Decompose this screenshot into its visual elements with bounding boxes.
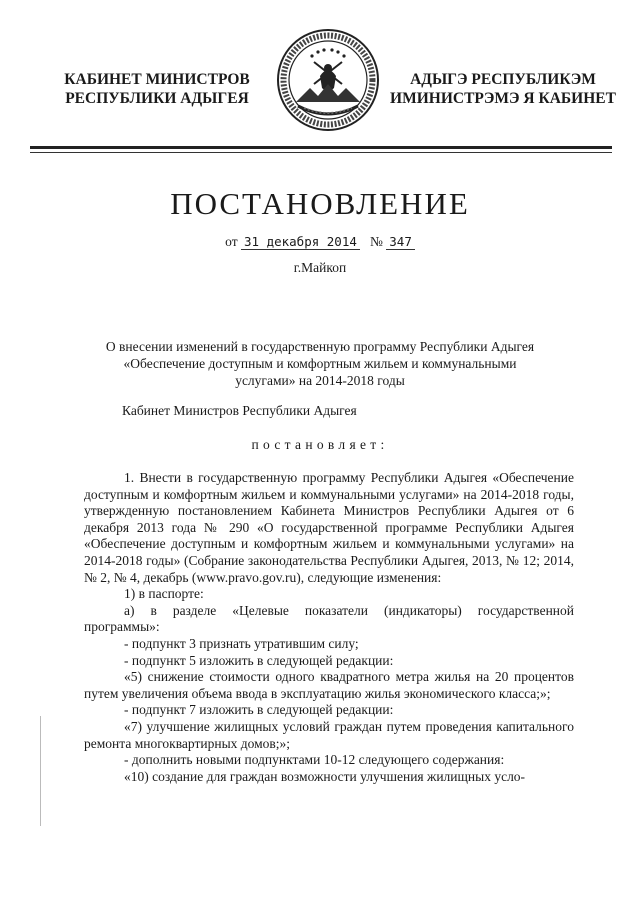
subject <box>70 338 570 389</box>
body-paragraph: «5) снижение стоимости одного квадратного метра жилья на 20 процентов путем увеличения объема ввода в эксплуатацию жилья экономического класса;»; <box>84 669 574 701</box>
body-paragraph: - подпункт 5 изложить в следующей редакции: <box>124 652 394 668</box>
number-label: № <box>370 234 383 249</box>
margin-mark <box>40 716 41 826</box>
dateline <box>0 234 640 250</box>
header-left-line2: РЕСПУБЛИКИ АДЫГЕЯ <box>65 90 249 107</box>
document-date: 31 декабря 2014 <box>241 234 360 250</box>
document-body <box>84 470 574 785</box>
subject-line2: «Обеспечение доступным и комфортным жильем и коммунальными <box>123 356 517 371</box>
header-right-line2: ИМИНИСТРЭМЭ Я КАБИНЕТ <box>390 90 616 107</box>
cabinet-line: Кабинет Министров Республики Адыгея <box>122 403 357 418</box>
header-right-line1: АДЫГЭ РЕСПУБЛИКЭМ <box>410 71 596 88</box>
header-left-line1: КАБИНЕТ МИНИСТРОВ <box>64 71 250 88</box>
body-paragraph: а) в разделе «Целевые показатели (индикаторы) государственной программы»: <box>84 602 574 635</box>
city: г.Майкоп <box>293 260 347 275</box>
header-left <box>52 70 262 108</box>
document-title: ПОСТАНОВЛЕНИЕ <box>170 186 470 221</box>
document-number: 347 <box>386 234 415 250</box>
date-from-label: от <box>225 234 238 249</box>
decrees-word: постановляет: <box>251 437 389 452</box>
header-divider-thick <box>30 146 612 149</box>
body-paragraph: «7) улучшение жилищных условий граждан путем проведения капитального ремонта многоквартирных домов;»; <box>84 718 574 751</box>
body-paragraph: 1. Внести в государственную программу Республики Адыгея «Обеспечение доступным и комфортным жильем и коммунальными услугами» на 2014-2018 годы, утвержденную постановлением Кабинета Министров Республики Адыгея от 6 декабря 2013 года № 290 «О государственной программе Республики Адыгея «Обеспечение доступным и комфортным жильем и коммунальными услугами» на 2014-2018 годы» (Собрание законодательства Республики Адыгея, 2013, № 12; 2014, № 2, № 4, декабрь (www.pravo.gov.ru), следующие изменения: <box>84 470 574 585</box>
coat-of-arms-icon <box>276 28 380 132</box>
body-paragraph: 1) в паспорте: <box>124 586 204 602</box>
subject-line1: О внесении изменений в государственную программу Республики Адыгея <box>105 339 535 354</box>
body-paragraph: «10) создание для граждан возможности улучшения жилищных усло- <box>124 768 526 784</box>
header-divider-thin <box>30 152 612 153</box>
body-paragraph: - подпункт 7 изложить в следующей редакции: <box>124 702 394 718</box>
subject-line3: услугами» на 2014-2018 годы <box>235 373 405 388</box>
body-paragraph: - дополнить новыми подпунктами 10-12 следующего содержания: <box>124 752 505 768</box>
header-right <box>388 70 618 108</box>
body-paragraph: - подпункт 3 признать утратившим силу; <box>124 635 359 651</box>
